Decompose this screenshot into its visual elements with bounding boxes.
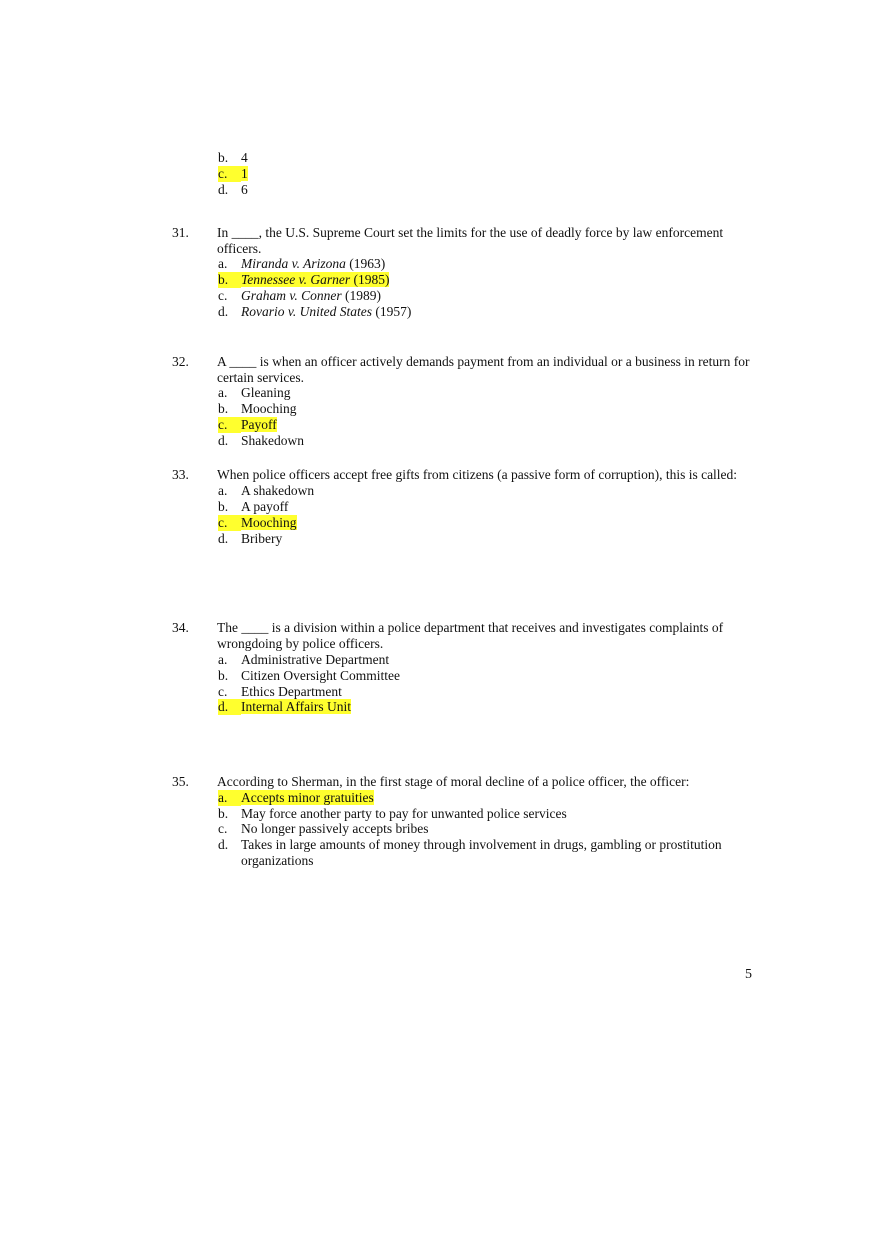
page-number: 5 xyxy=(745,967,752,982)
question-number: 35. xyxy=(172,774,189,789)
question-text: When police officers accept free gifts from citizens (a passive form of corruption), this is called: xyxy=(217,467,738,482)
option-d: d. Bribery xyxy=(218,531,283,546)
option-d: d. Rovario v. United States (1957) xyxy=(218,304,412,319)
question-text: In ____, the U.S. Supreme Court set the limits for the use of deadly force by law enforcement officers. xyxy=(217,225,724,256)
option-c: c. Payoff xyxy=(218,417,277,432)
option-c: c. Ethics Department xyxy=(218,684,342,699)
option-c: c. Graham v. Conner (1989) xyxy=(218,288,381,303)
question-number: 32. xyxy=(172,354,189,369)
question-text: A ____ is when an officer actively demands payment from an individual or a business in return for certain services. xyxy=(217,354,750,385)
option-d: d. Internal Affairs Unit xyxy=(218,699,351,714)
option-b: b. Tennessee v. Garner (1985) xyxy=(218,272,390,287)
option-a: a. Gleaning xyxy=(218,385,291,400)
option-d-continuation: organizations xyxy=(241,853,314,868)
question-text: According to Sherman, in the first stage of moral decline of a police officer, the officer: xyxy=(217,774,690,789)
option-d: d. Takes in large amounts of money through involvement in drugs, gambling or prostitution xyxy=(218,837,722,852)
option-a: a. A shakedown xyxy=(218,483,315,498)
question-number: 33. xyxy=(172,467,189,482)
option-c: c. Mooching xyxy=(218,515,297,530)
option-a: a. Administrative Department xyxy=(218,652,390,667)
option-a: a. Miranda v. Arizona (1963) xyxy=(218,256,386,271)
option-b: b. May force another party to pay for unwanted police services xyxy=(218,806,567,821)
option-c: c. 1 xyxy=(218,166,248,181)
option-d: d. Shakedown xyxy=(218,433,304,448)
option-b: b. Citizen Oversight Committee xyxy=(218,668,400,683)
option-b: b. 4 xyxy=(218,150,248,165)
option-d: d. 6 xyxy=(218,182,248,197)
question-number: 34. xyxy=(172,620,189,635)
option-b: b. A payoff xyxy=(218,499,289,514)
question-number: 31. xyxy=(172,225,189,240)
option-a: a. Accepts minor gratuities xyxy=(218,790,374,805)
question-text: The ____ is a division within a police department that receives and investigates complaints of wrongdoing by police officers. xyxy=(217,620,724,651)
option-b: b. Mooching xyxy=(218,401,297,416)
option-c: c. No longer passively accepts bribes xyxy=(218,821,429,836)
